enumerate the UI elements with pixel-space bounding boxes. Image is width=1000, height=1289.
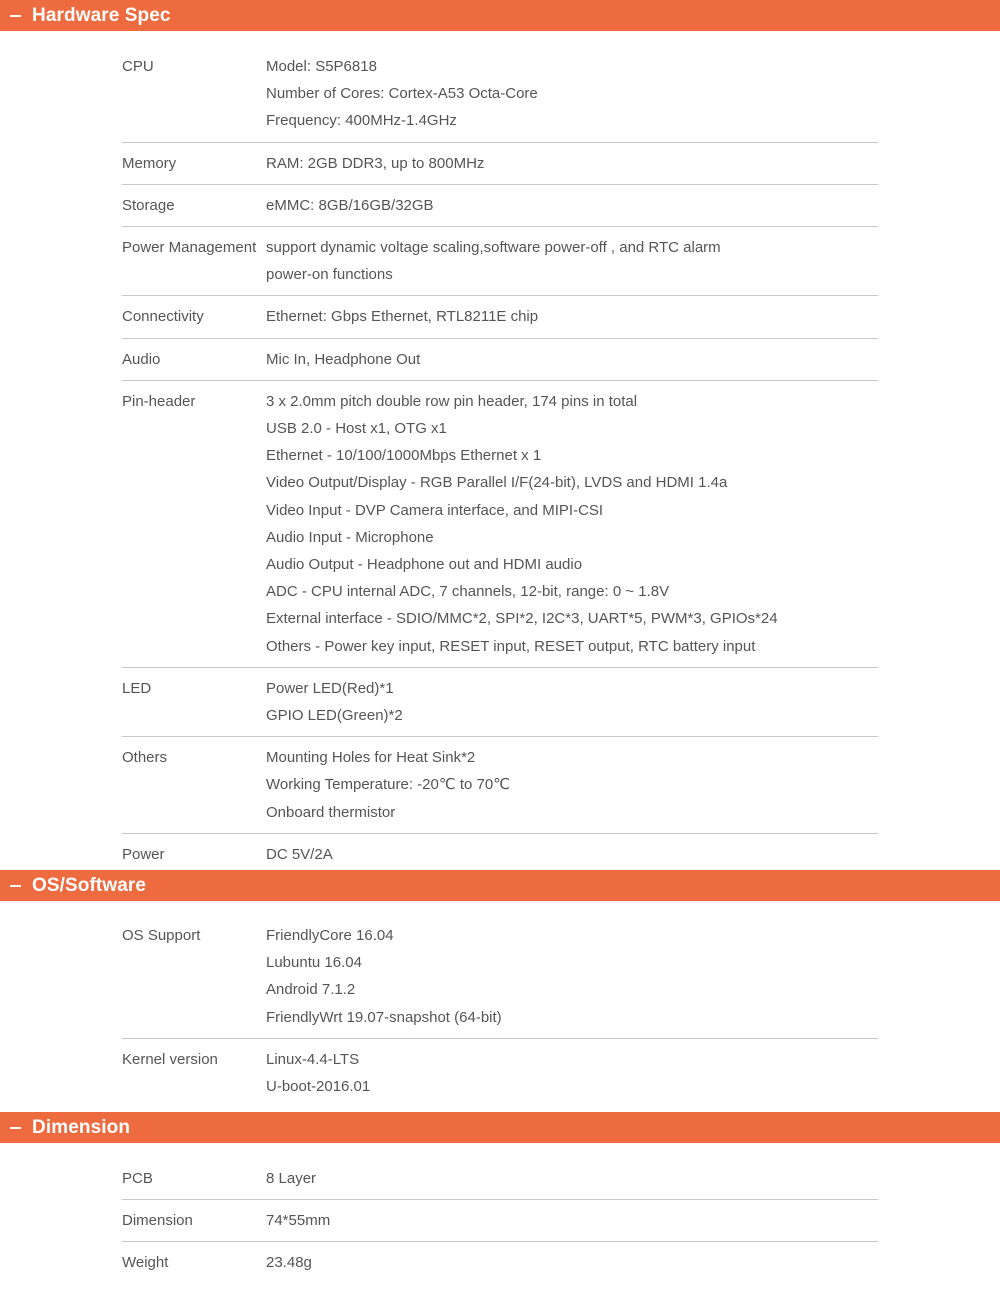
spec-label: Connectivity <box>122 308 204 326</box>
table-row <box>122 46 878 143</box>
spec-values <box>266 1165 878 1192</box>
spec-label: OS Support <box>122 927 201 944</box>
spec-values <box>266 744 878 826</box>
spec-table-hardware <box>122 46 878 875</box>
table-row <box>122 915 878 1039</box>
spec-values <box>266 303 878 330</box>
spec-table-dimension <box>122 1158 878 1284</box>
spec-value: 74*55mm <box>266 1212 331 1230</box>
spec-values <box>266 192 878 219</box>
spec-values <box>266 1249 878 1276</box>
spec-value: USB 2.0 - Host x1, OTG x1 <box>266 420 447 438</box>
spec-value: FriendlyCore 16.04 <box>266 927 394 944</box>
spec-value: FriendlyWrt 19.07-snapshot (64-bit) <box>266 1008 502 1026</box>
spec-label: CPU <box>122 58 154 75</box>
spec-value: DC 5V/2A <box>266 845 333 863</box>
spec-label: Audio <box>122 350 161 368</box>
table-row <box>122 381 878 668</box>
spec-label: Kernel version <box>122 1050 218 1068</box>
spec-value: eMMC: 8GB/16GB/32GB <box>266 196 434 214</box>
spec-value: Linux-4.4-LTS <box>266 1050 360 1068</box>
minus-icon[interactable] <box>10 1127 21 1129</box>
spec-label: Storage <box>122 196 175 214</box>
spec-values <box>266 53 878 135</box>
table-row <box>122 1039 878 1107</box>
spec-value: Ethernet: Gbps Ethernet, RTL8211E chip <box>266 308 539 326</box>
spec-label: Others <box>122 749 168 767</box>
spec-table-software <box>122 915 878 1107</box>
spec-values <box>266 150 878 177</box>
table-row <box>122 227 878 296</box>
spec-value: Power LED(Red)*1 <box>266 679 394 697</box>
spec-value: GPIO LED(Green)*2 <box>266 707 403 725</box>
section-header-dimension[interactable] <box>0 1112 1000 1143</box>
spec-value: Others - Power key input, RESET input, RESET output, RTC battery input <box>266 637 756 655</box>
spec-values <box>266 922 878 1031</box>
table-row <box>122 339 878 381</box>
spec-value: Mounting Holes for Heat Sink*2 <box>266 749 476 767</box>
spec-value: Mic In, Headphone Out <box>266 350 421 368</box>
spec-value: power-on functions <box>266 266 393 284</box>
spec-value: Onboard thermistor <box>266 803 396 821</box>
spec-values <box>266 1207 878 1234</box>
section-header-hardware-spec[interactable] <box>0 0 1000 31</box>
table-row <box>122 668 878 737</box>
spec-value: Android 7.1.2 <box>266 981 356 999</box>
spec-label: Weight <box>122 1254 169 1272</box>
section-header-os-software[interactable] <box>0 870 1000 901</box>
spec-value: ADC - CPU internal ADC, 7 channels, 12-bit, range: 0 ~ 1.8V <box>266 583 670 601</box>
spec-values <box>266 346 878 373</box>
spec-value: support dynamic voltage scaling,software power-off , and RTC alarm <box>266 239 721 257</box>
table-row <box>122 143 878 185</box>
spec-label: Power <box>122 845 165 863</box>
spec-label: Dimension <box>122 1212 193 1230</box>
spec-value: Audio Output - Headphone out and HDMI audio <box>266 556 583 574</box>
table-row <box>122 185 878 227</box>
table-row <box>122 1158 878 1200</box>
spec-values <box>266 388 878 660</box>
spec-values <box>266 234 878 288</box>
spec-value: Ethernet - 10/100/1000Mbps Ethernet x 1 <box>266 447 542 465</box>
spec-value: Video Input - DVP Camera interface, and MIPI-CSI <box>266 501 604 519</box>
spec-label: Memory <box>122 154 177 172</box>
section-title: OS/Software <box>32 874 147 896</box>
table-row <box>122 296 878 338</box>
spec-value: 23.48g <box>266 1254 312 1272</box>
spec-label: Power Management <box>122 239 257 257</box>
spec-value: U-boot-2016.01 <box>266 1078 371 1096</box>
spec-value: Working Temperature: -20℃ to 70℃ <box>266 776 511 794</box>
spec-value: 3 x 2.0mm pitch double row pin header, 174 pins in total <box>266 392 638 410</box>
section-title: Dimension <box>32 1116 131 1138</box>
table-row <box>122 1200 878 1242</box>
spec-value: External interface - SDIO/MMC*2, SPI*2, I2C*3, UART*5, PWM*3, GPIOs*24 <box>266 610 778 628</box>
spec-value: Video Output/Display - RGB Parallel I/F(24-bit), LVDS and HDMI 1.4a <box>266 474 728 492</box>
minus-icon[interactable] <box>10 15 21 17</box>
spec-value: Frequency: 400MHz-1.4GHz <box>266 112 457 130</box>
minus-icon[interactable] <box>10 885 21 887</box>
table-row <box>122 1242 878 1283</box>
table-row <box>122 737 878 834</box>
spec-value: Number of Cores: Cortex-A53 Octa-Core <box>266 85 538 103</box>
spec-label: Pin-header <box>122 392 196 410</box>
spec-value: 8 Layer <box>266 1170 317 1187</box>
spec-value: Lubuntu 16.04 <box>266 954 362 972</box>
spec-value: Audio Input - Microphone <box>266 528 434 546</box>
spec-values <box>266 675 878 729</box>
spec-label: PCB <box>122 1170 153 1187</box>
spec-label: LED <box>122 679 152 697</box>
spec-value: Model: S5P6818 <box>266 58 377 75</box>
section-title: Hardware Spec <box>32 4 171 26</box>
spec-values <box>266 841 878 868</box>
spec-value: RAM: 2GB DDR3, up to 800MHz <box>266 154 485 172</box>
table-row <box>122 834 878 875</box>
spec-values <box>266 1046 878 1100</box>
